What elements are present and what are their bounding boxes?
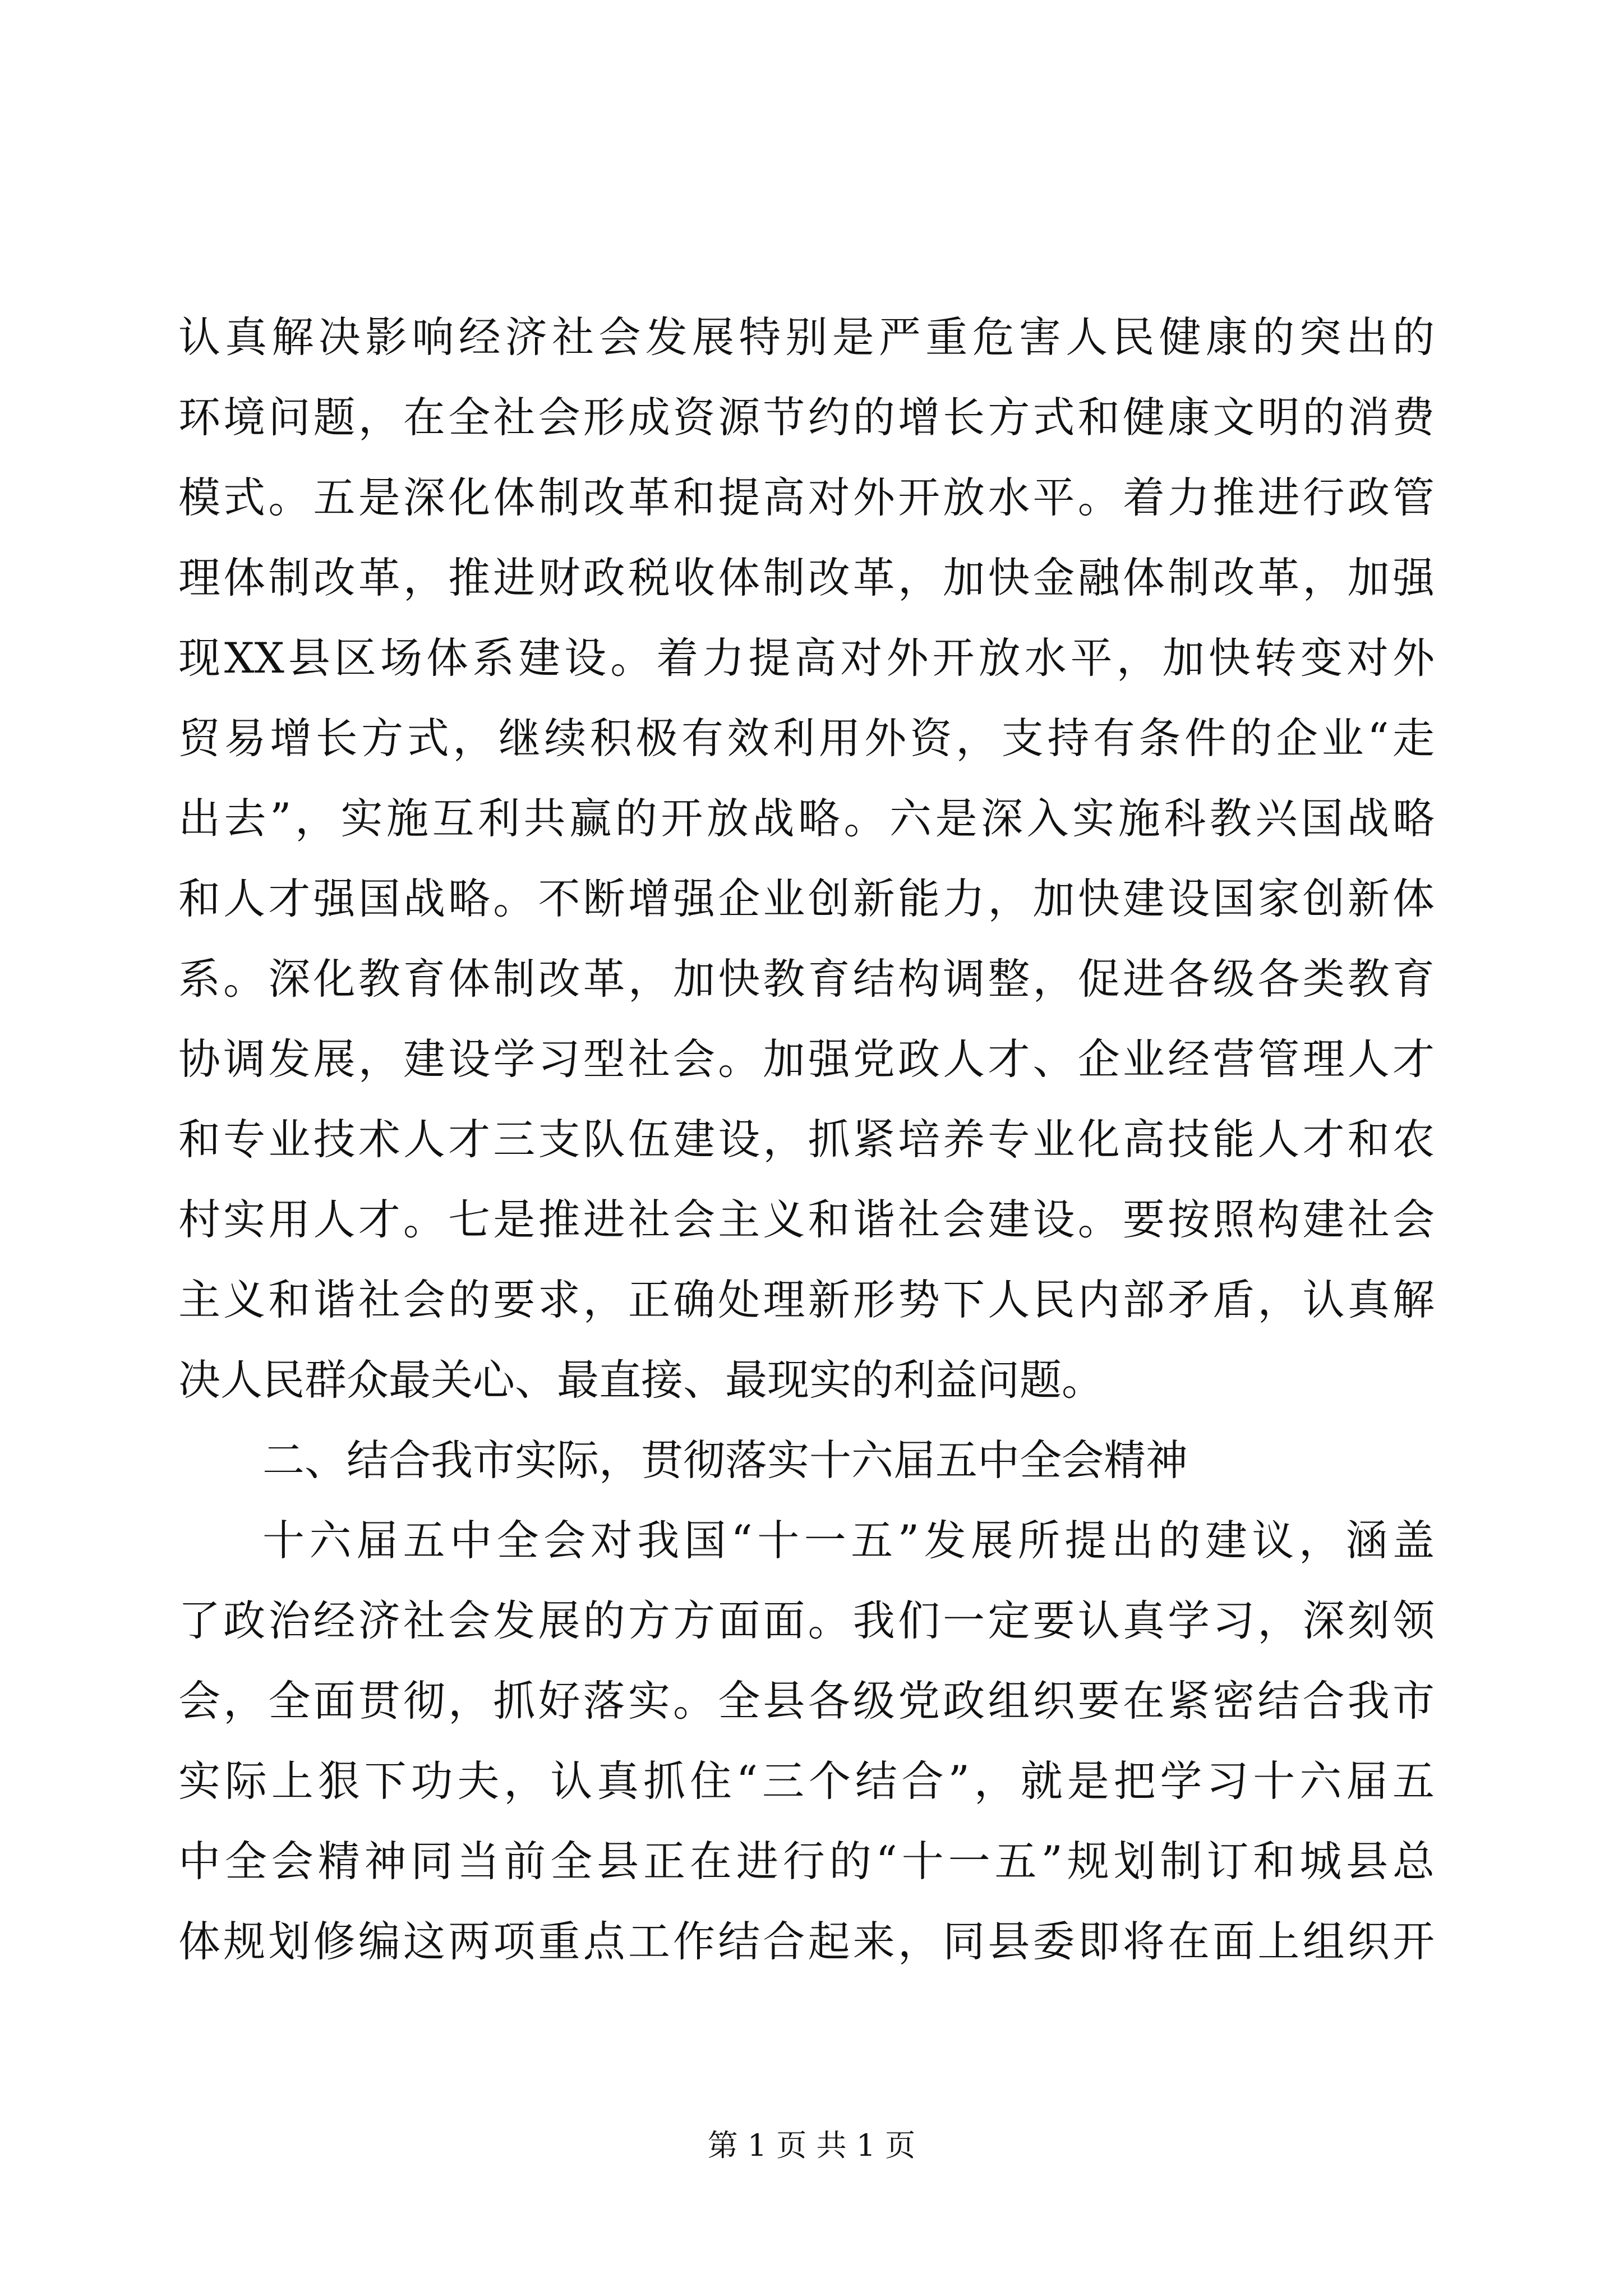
- text-line-16: 十六届五中全会对我国“十一五”发展所提出的建议，涵盖: [262, 1516, 1435, 1565]
- text-line-14: 决人民群众最关心、最直接、最现实的利益问题。: [178, 1355, 1104, 1405]
- page-footer: [0, 2126, 1623, 2165]
- text-line-8: 和人才强国战略。不断增强企业创新能力，加快建设国家创新体: [178, 874, 1435, 923]
- text-line-12: 村实用人才。七是推进社会主义和谐社会建设。要按照构建社会: [178, 1195, 1435, 1244]
- text-line-17: 了政治经济社会发展的方方面面。我们一定要认真学习，深刻领: [178, 1596, 1435, 1645]
- text-line-6: 贸易增长方式，继续积极有效利用外资，支持有条件的企业“走: [178, 714, 1435, 763]
- body-text: [178, 297, 1435, 1982]
- page-number-label: 第 1 页 共 1 页: [707, 2128, 916, 2163]
- text-line-4: 理体制改革，推进财政税收体制改革，加快金融体制改革，加强: [178, 553, 1435, 602]
- text-line-2: 环境问题，在全社会形成资源节约的增长方式和健康文明的消费: [178, 393, 1435, 442]
- text-line-13: 主义和谐社会的要求，正确处理新形势下人民内部矛盾，认真解: [178, 1275, 1435, 1324]
- text-line-9: 系。深化教育体制改革，加快教育结构调整，促进各级各类教育: [178, 954, 1435, 1004]
- text-line-5: 现XX县区场体系建设。着力提高对外开放水平，加快转变对外: [178, 633, 1435, 683]
- text-line-1: 认真解决影响经济社会发展特别是严重危害人民健康的突出的: [178, 312, 1435, 362]
- text-line-21: 体规划修编这两项重点工作结合起来，同县委即将在面上组织开: [178, 1917, 1435, 1966]
- section-heading: 二、结合我市实际，贯彻落实十六届五中全会精神: [262, 1435, 1188, 1485]
- text-line-20: 中全会精神同当前全县正在进行的“十一五”规划制订和城县总: [178, 1837, 1435, 1886]
- text-line-10: 协调发展，建设学习型社会。加强党政人才、企业经营管理人才: [178, 1034, 1435, 1084]
- text-line-19: 实际上狠下功夫，认真抓住“三个结合”，就是把学习十六届五: [178, 1756, 1435, 1806]
- text-line-7: 出去”，实施互利共赢的开放战略。六是深入实施科教兴国战略: [178, 794, 1435, 843]
- text-line-3: 模式。五是深化体制改革和提高对外开放水平。着力推进行政管: [178, 473, 1435, 522]
- text-line-18: 会，全面贯彻，抓好落实。全县各级党政组织要在紧密结合我市: [178, 1676, 1435, 1726]
- text-line-11: 和专业技术人才三支队伍建设，抓紧培养专业化高技能人才和农: [178, 1115, 1435, 1164]
